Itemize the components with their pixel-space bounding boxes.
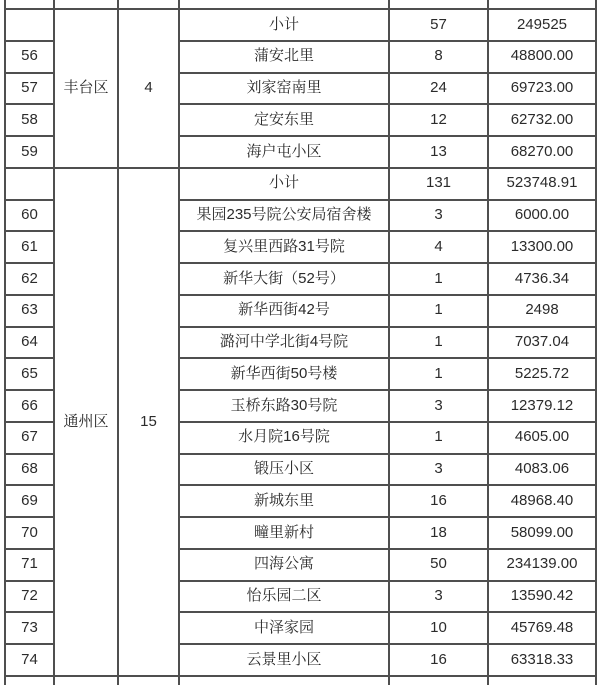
count-cell: 16 xyxy=(389,485,488,517)
seq-cell: 69 xyxy=(5,485,54,517)
name-cell xyxy=(179,676,389,685)
amount-cell: 4736.34 xyxy=(488,263,596,295)
community-name-cell: 小计 xyxy=(179,9,389,41)
count-cell: 57 xyxy=(389,9,488,41)
seq-cell: 72 xyxy=(5,581,54,613)
amount-cell: 68270.00 xyxy=(488,136,596,168)
amount-cell: 2498 xyxy=(488,295,596,327)
count-cell: 13 xyxy=(389,136,488,168)
amount-cell: 62732.00 xyxy=(488,104,596,136)
count-cell: 50 xyxy=(389,549,488,581)
count-cell: 8 xyxy=(389,41,488,73)
partial-row-top xyxy=(5,0,596,9)
community-name-cell: 锻压小区 xyxy=(179,454,389,486)
community-name-cell: 疃里新村 xyxy=(179,517,389,549)
district-cell: 通州区 xyxy=(54,168,118,676)
seq-cell: 59 xyxy=(5,136,54,168)
community-name-cell: 蒲安北里 xyxy=(179,41,389,73)
seq-cell: 68 xyxy=(5,454,54,486)
amount-cell: 4605.00 xyxy=(488,422,596,454)
amount-cell: 58099.00 xyxy=(488,517,596,549)
seq-cell: 70 xyxy=(5,517,54,549)
amount-cell: 13300.00 xyxy=(488,231,596,263)
amount-cell: 63318.33 xyxy=(488,644,596,676)
subtotal-row xyxy=(5,168,596,200)
subtotal-row xyxy=(5,9,596,41)
amount-cell: 5225.72 xyxy=(488,358,596,390)
amount-cell: 7037.04 xyxy=(488,327,596,359)
seq-cell: 63 xyxy=(5,295,54,327)
district-cell xyxy=(54,0,118,9)
community-name-cell: 果园235号院公安局宿舍楼 xyxy=(179,200,389,232)
seq-cell: 65 xyxy=(5,358,54,390)
community-name-cell: 小计 xyxy=(179,168,389,200)
count-cell: 1 xyxy=(389,263,488,295)
community-name-cell: 新华西街42号 xyxy=(179,295,389,327)
amount-cell: 48800.00 xyxy=(488,41,596,73)
count-cell: 12 xyxy=(389,104,488,136)
seq-cell: 74 xyxy=(5,644,54,676)
amount-cell: 249525 xyxy=(488,9,596,41)
district-communities-table xyxy=(4,0,597,685)
amount-cell: 6000.00 xyxy=(488,200,596,232)
community-name-cell: 四海公寓 xyxy=(179,549,389,581)
count-cell: 24 xyxy=(389,73,488,105)
community-name-cell: 复兴里西路31号院 xyxy=(179,231,389,263)
seq-cell: 73 xyxy=(5,612,54,644)
amount-cell xyxy=(488,676,596,685)
seq-cell: 62 xyxy=(5,263,54,295)
seq-cell: 61 xyxy=(5,231,54,263)
seq-cell xyxy=(5,9,54,41)
community-name-cell: 怡乐园二区 xyxy=(179,581,389,613)
seq-cell: 60 xyxy=(5,200,54,232)
count-cell: 131 xyxy=(389,168,488,200)
community-name-cell: 云景里小区 xyxy=(179,644,389,676)
seq-cell xyxy=(5,676,54,685)
seq-cell: 57 xyxy=(5,73,54,105)
count-cell: 3 xyxy=(389,454,488,486)
count-cell: 1 xyxy=(389,422,488,454)
amount-cell: 69723.00 xyxy=(488,73,596,105)
seq-cell: 64 xyxy=(5,327,54,359)
community-name-cell: 水月院16号院 xyxy=(179,422,389,454)
district-community-count-cell: 4 xyxy=(118,9,179,168)
community-name-cell: 新城东里 xyxy=(179,485,389,517)
community-name-cell: 中泽家园 xyxy=(179,612,389,644)
amount-cell: 523748.91 xyxy=(488,168,596,200)
district-cell xyxy=(54,676,118,685)
amount-cell xyxy=(488,0,596,9)
community-name-cell: 新华大街（52号） xyxy=(179,263,389,295)
count-cell: 1 xyxy=(389,295,488,327)
count-cell: 1 xyxy=(389,358,488,390)
partial-row-bottom xyxy=(5,676,596,685)
district-community-count-cell: 15 xyxy=(118,168,179,676)
count-cell xyxy=(389,676,488,685)
count-cell: 18 xyxy=(389,517,488,549)
community-name-cell: 潞河中学北街4号院 xyxy=(179,327,389,359)
community-name-cell: 新华西街50号楼 xyxy=(179,358,389,390)
count-cell: 10 xyxy=(389,612,488,644)
count-cell: 3 xyxy=(389,581,488,613)
name-cell xyxy=(179,0,389,9)
community-name-cell: 定安东里 xyxy=(179,104,389,136)
seq-cell xyxy=(5,168,54,200)
dcount-cell xyxy=(118,676,179,685)
amount-cell: 234139.00 xyxy=(488,549,596,581)
count-cell xyxy=(389,0,488,9)
table-body xyxy=(5,0,596,685)
amount-cell: 12379.12 xyxy=(488,390,596,422)
seq-cell xyxy=(5,0,54,9)
community-name-cell: 海户屯小区 xyxy=(179,136,389,168)
seq-cell: 58 xyxy=(5,104,54,136)
amount-cell: 48968.40 xyxy=(488,485,596,517)
amount-cell: 13590.42 xyxy=(488,581,596,613)
count-cell: 4 xyxy=(389,231,488,263)
seq-cell: 56 xyxy=(5,41,54,73)
count-cell: 3 xyxy=(389,390,488,422)
count-cell: 3 xyxy=(389,200,488,232)
community-name-cell: 玉桥东路30号院 xyxy=(179,390,389,422)
amount-cell: 4083.06 xyxy=(488,454,596,486)
district-cell: 丰台区 xyxy=(54,9,118,168)
seq-cell: 71 xyxy=(5,549,54,581)
seq-cell: 66 xyxy=(5,390,54,422)
community-name-cell: 刘家窑南里 xyxy=(179,73,389,105)
count-cell: 1 xyxy=(389,327,488,359)
count-cell: 16 xyxy=(389,644,488,676)
dcount-cell xyxy=(118,0,179,9)
seq-cell: 67 xyxy=(5,422,54,454)
amount-cell: 45769.48 xyxy=(488,612,596,644)
